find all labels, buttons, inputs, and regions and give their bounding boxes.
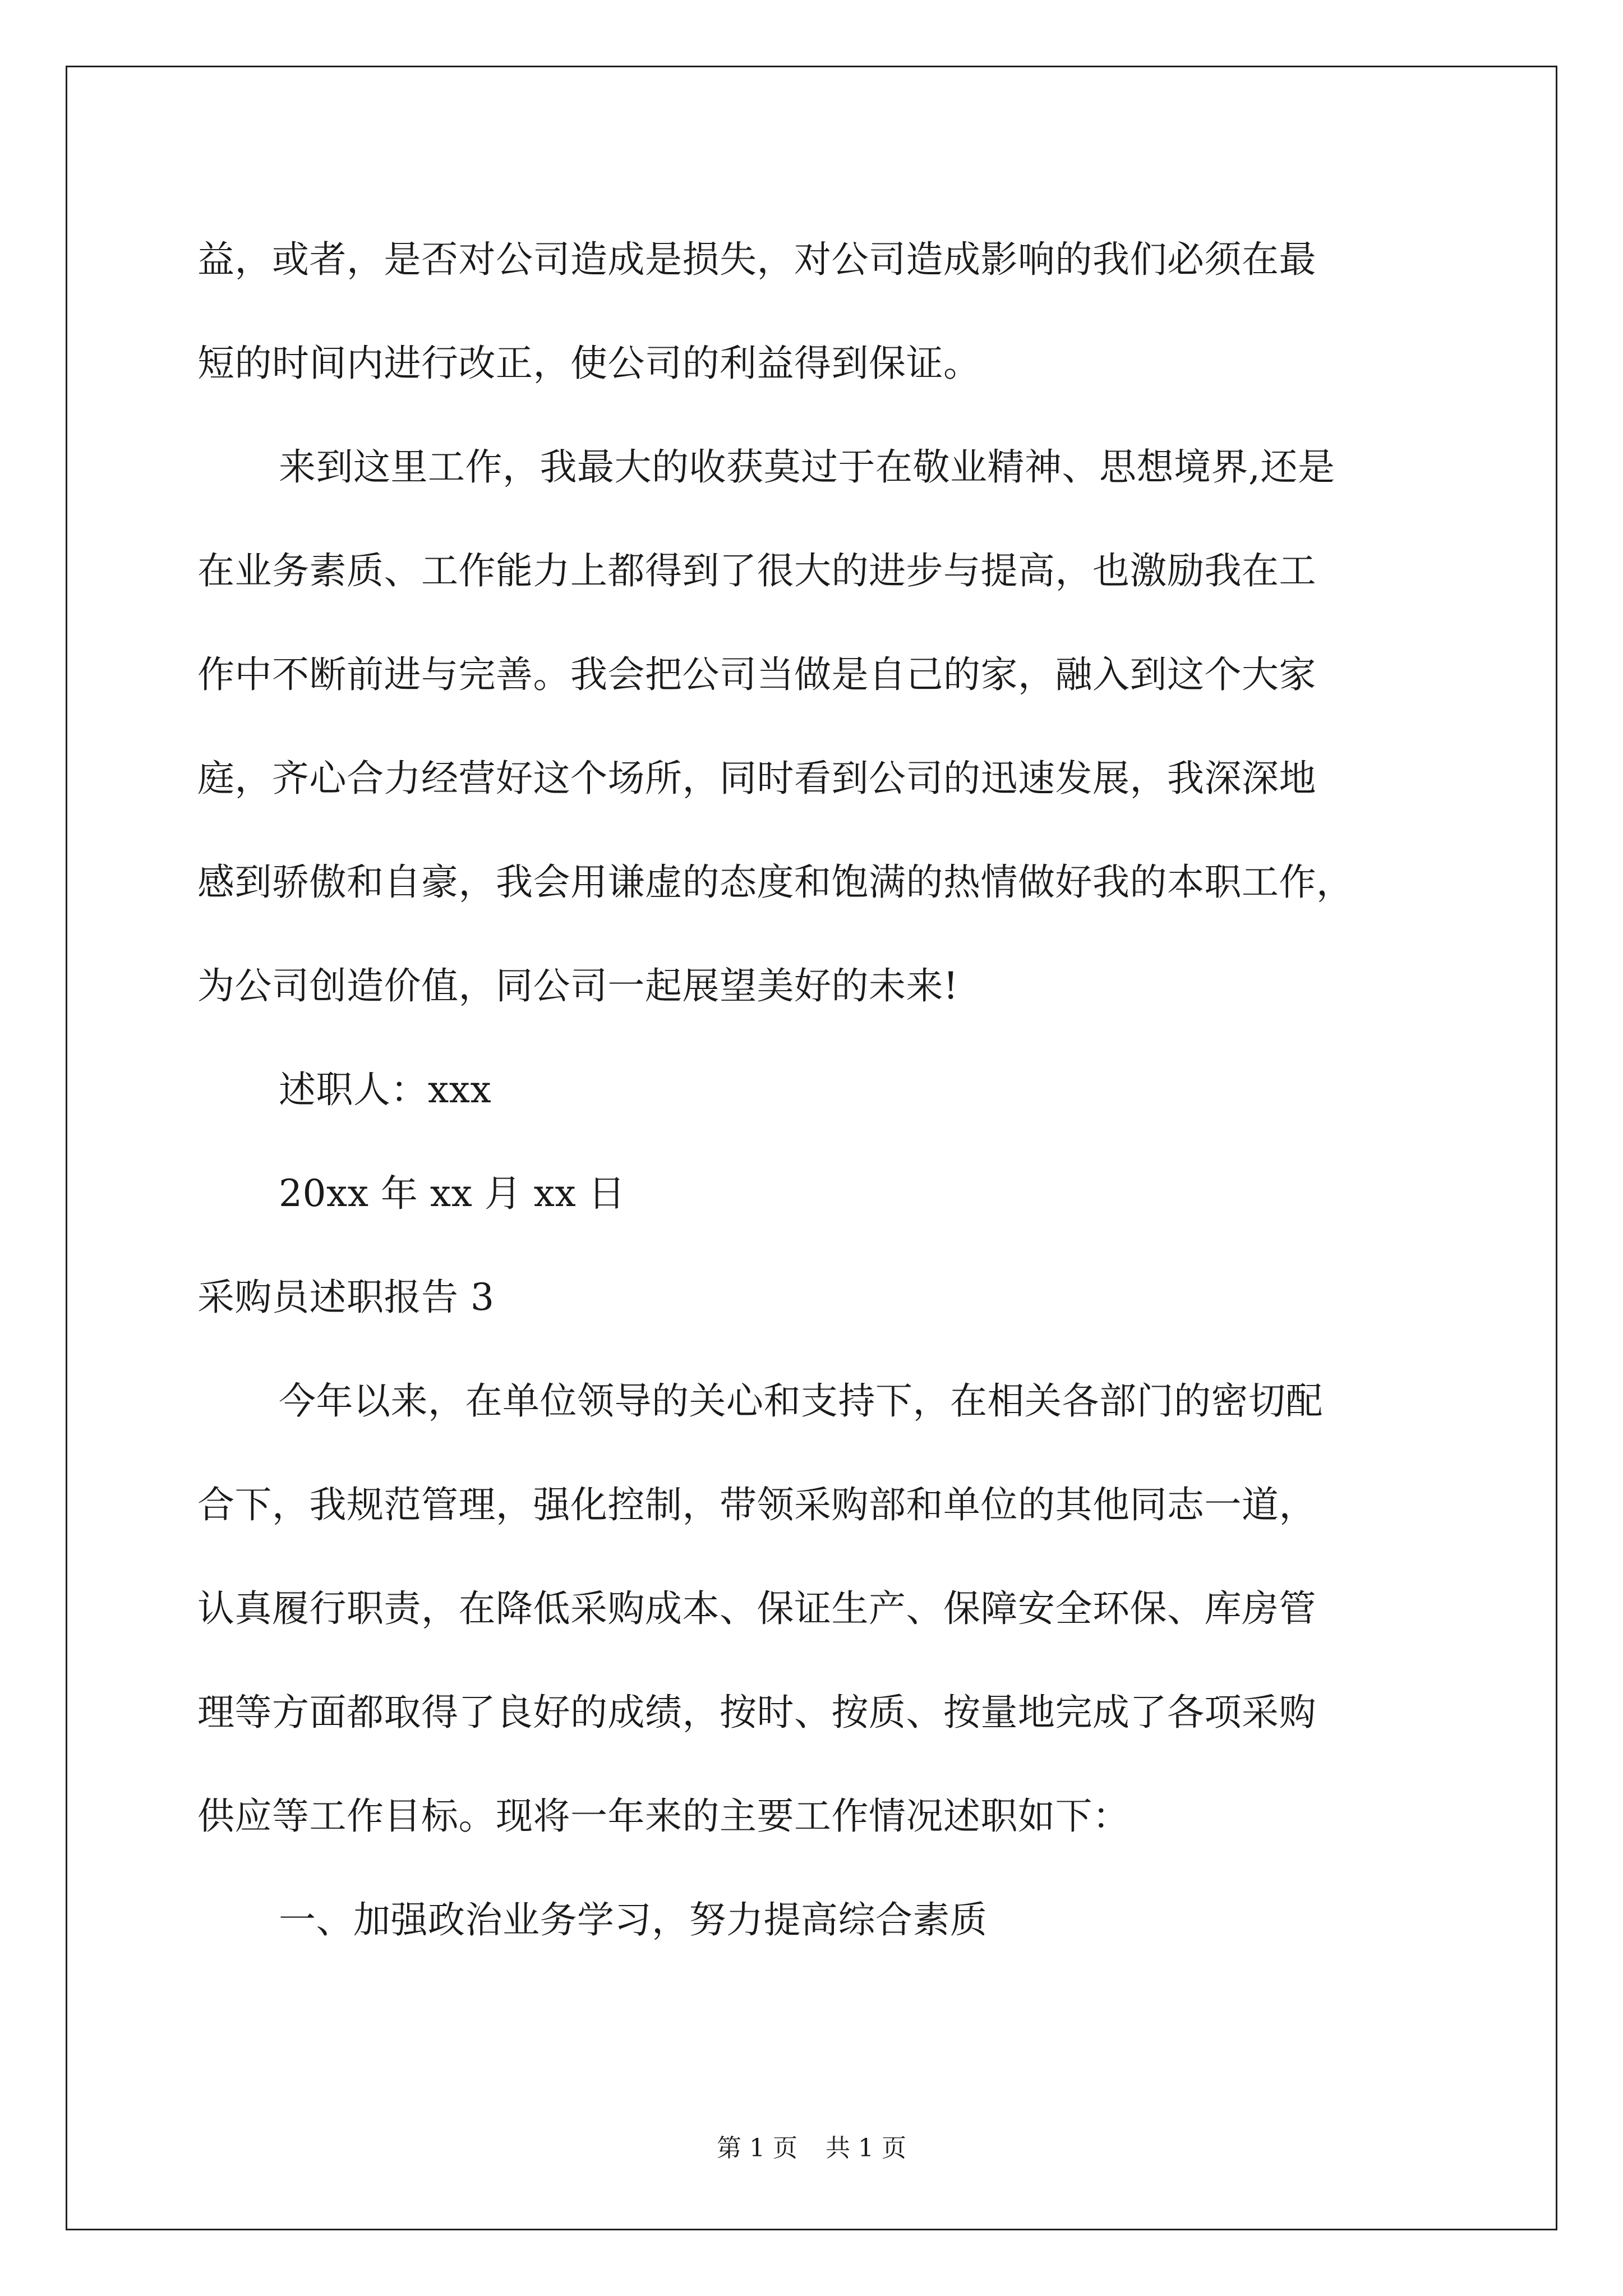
text-line: 庭，齐心合力经营好这个场所，同时看到公司的迅速发展，我深深地 bbox=[197, 757, 1316, 800]
text-line: 作中不断前进与完善。我会把公司当做是自己的家，融入到这个大家 bbox=[197, 653, 1316, 696]
subsection-heading: 一、加强政治业务学习，努力提高综合素质 bbox=[279, 1898, 988, 1941]
text-line: 合下，我规范管理，强化控制，带领采购部和单位的其他同志一道， bbox=[197, 1483, 1316, 1526]
text-line: 益，或者，是否对公司造成是损失，对公司造成影响的我们必须在最 bbox=[197, 238, 1316, 281]
signature-line: 述职人：xxx bbox=[279, 1068, 492, 1111]
paragraph-start: 来到这里工作，我最大的收获莫过于在敬业精神、思想境界,还是 bbox=[279, 445, 1335, 489]
page-number: 第 1 页 bbox=[717, 2134, 797, 2162]
text-line: 供应等工作目标。现将一年来的主要工作情况述职如下： bbox=[197, 1795, 1130, 1838]
date-line: 20xx 年 xx 月 xx 日 bbox=[279, 1172, 626, 1215]
paragraph-start: 今年以来，在单位领导的关心和支持下，在相关各部门的密切配 bbox=[279, 1379, 1323, 1423]
text-line: 感到骄傲和自豪，我会用谦虚的态度和饱满的热情做好我的本职工作， bbox=[197, 861, 1354, 904]
document-body bbox=[197, 208, 1426, 1972]
text-line: 为公司创造价值，同公司一起展望美好的未来! bbox=[197, 964, 959, 1007]
page-footer bbox=[0, 2132, 1623, 2165]
text-line: 短的时间内进行改正，使公司的利益得到保证。 bbox=[197, 342, 981, 385]
page-total: 共 1 页 bbox=[826, 2134, 906, 2162]
text-line: 理等方面都取得了良好的成绩，按时、按质、按量地完成了各项采购 bbox=[197, 1691, 1316, 1734]
text-line: 在业务素质、工作能力上都得到了很大的进步与提高，也激励我在工 bbox=[197, 549, 1316, 592]
section-heading: 采购员述职报告 3 bbox=[197, 1276, 495, 1319]
text-line: 认真履行职责，在降低采购成本、保证生产、保障安全环保、库房管 bbox=[197, 1587, 1316, 1630]
